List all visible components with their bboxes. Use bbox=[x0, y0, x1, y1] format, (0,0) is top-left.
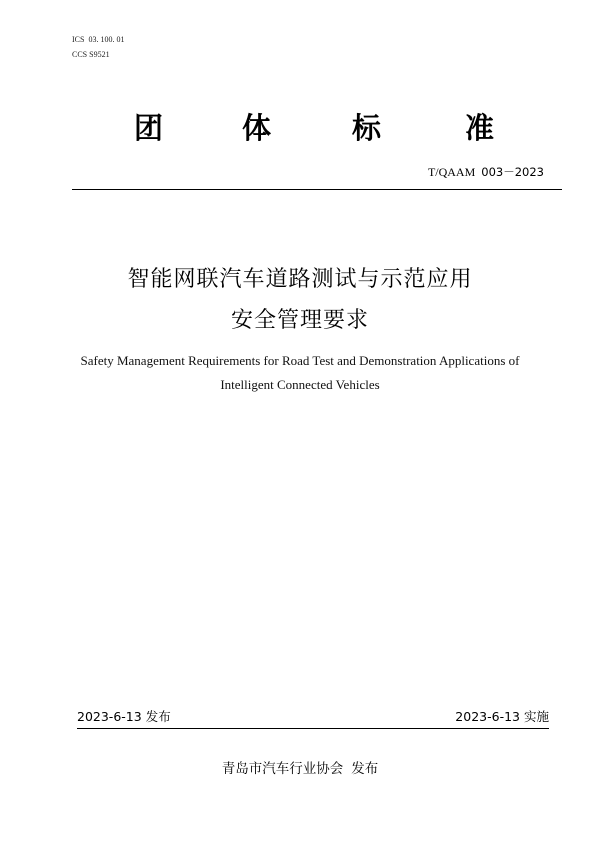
publisher-name: 青岛市汽车行业协会 bbox=[221, 761, 344, 777]
standard-type-char-1: 团 bbox=[134, 111, 164, 145]
standard-type-char-4: 准 bbox=[465, 111, 495, 145]
title-zh-line-2: 安全管理要求 bbox=[230, 308, 369, 333]
issue-date-value: 2023-6-13 bbox=[77, 709, 142, 724]
publisher-label: 发布 bbox=[351, 761, 379, 777]
ics-code: ICS 03. 100. 01 bbox=[72, 35, 125, 44]
implementation-date-label: 实施 bbox=[523, 709, 549, 724]
title-zh-line-1: 智能网联汽车道路测试与示范应用 bbox=[127, 267, 473, 292]
header-divider bbox=[72, 189, 562, 190]
footer-divider bbox=[77, 728, 549, 729]
standard-type-char-2: 体 bbox=[242, 111, 272, 145]
standard-type-char-3: 标 bbox=[352, 111, 382, 145]
standard-number-value: 003－2023 bbox=[481, 165, 544, 179]
standard-type-heading bbox=[0, 108, 600, 148]
issue-date-label: 发布 bbox=[145, 709, 171, 724]
title-en-line-1: Safety Management Requirements for Road Test and Demonstration Applications of bbox=[80, 353, 520, 368]
standard-number bbox=[428, 164, 544, 180]
publisher-line bbox=[0, 760, 600, 778]
standard-number-prefix: T/QAAM bbox=[427, 165, 476, 179]
title-en-line-2: Intelligent Connected Vehicles bbox=[220, 377, 380, 392]
implementation-date-value: 2023-6-13 bbox=[455, 709, 520, 724]
classification-codes bbox=[72, 32, 124, 62]
ccs-code: CCS S9521 bbox=[72, 50, 110, 59]
issue-date bbox=[77, 709, 171, 725]
implementation-date bbox=[455, 709, 549, 725]
